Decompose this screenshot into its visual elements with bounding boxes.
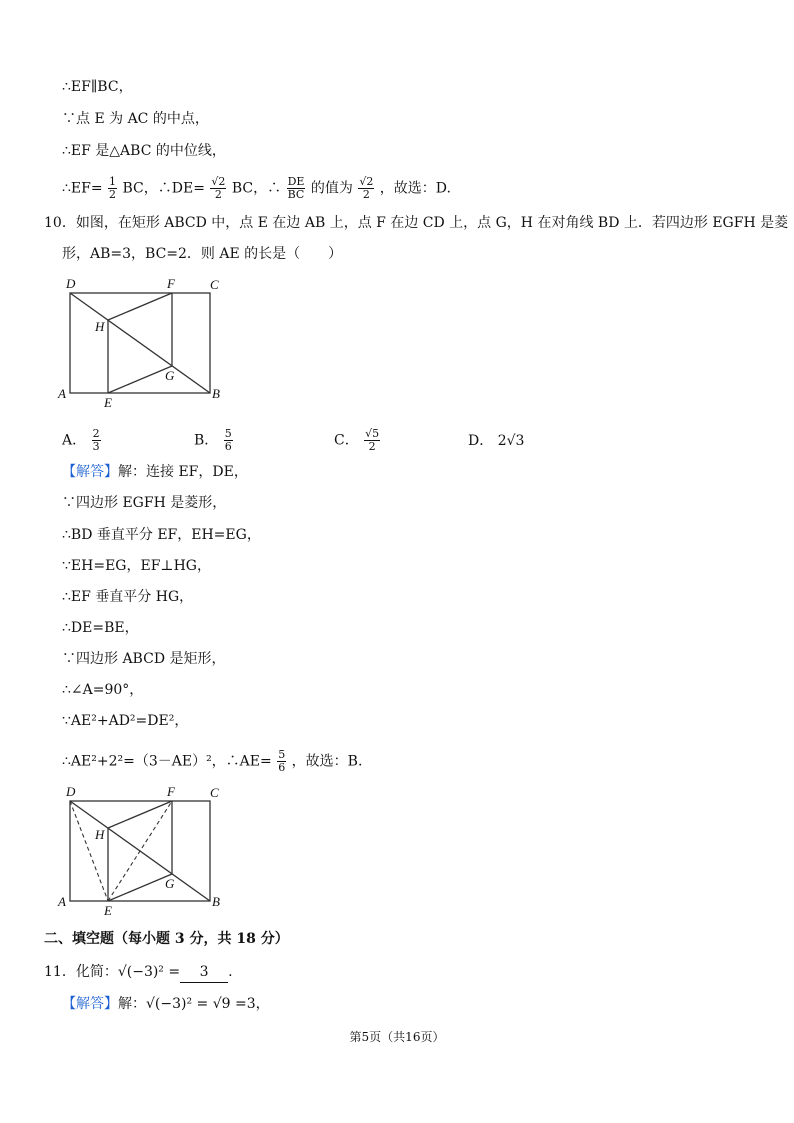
option-c-label: C． <box>334 432 359 449</box>
label-E: E <box>104 395 112 410</box>
q10-figure-2 <box>55 784 235 924</box>
q11-stem <box>44 962 233 983</box>
label-C-2: C <box>210 785 219 800</box>
segment-eg-2 <box>108 874 172 901</box>
segment-hf <box>108 293 172 320</box>
q10-solution-line-10 <box>62 749 362 774</box>
frac-five-sixths: $\frac{5}{6}$ <box>278 748 286 774</box>
q10-solution-line-3: ∴BD 垂直平分 EF，EH=EG， <box>62 527 261 543</box>
prev-line-3: ∴EF 是△ABC 的中位线， <box>62 143 226 159</box>
q11-expr: √(−3)² = <box>117 964 181 980</box>
frac-de-over-bc: $\frac{DE}{BC}$ <box>287 175 305 201</box>
label-F: F <box>167 276 175 291</box>
q10-solution-line-6: ∴DE=BE， <box>62 620 139 636</box>
q10-s10-text-b: ，故选：B. <box>291 753 363 770</box>
prev-l4-text-d: 的值为 <box>310 180 353 197</box>
q11-sol-text: 解：√(−3)² = √9 =3， <box>118 996 270 1012</box>
frac-sqrt2-over-2: $\frac{√2}{2}$ <box>211 175 226 201</box>
q10-solution-line-1 <box>62 462 248 482</box>
option-a-value: $\frac{2}{3}$ <box>92 427 100 453</box>
q10-solution-line-8: ∴∠A=90°， <box>62 682 144 698</box>
prev-l4-text-c: BC，∴ <box>231 180 282 197</box>
prev-line-1: ∴EF∥BC， <box>62 79 133 95</box>
q10-figure-1 <box>55 274 235 414</box>
frac-sqrt2-over-2-b: $\frac{√2}{2}$ <box>359 175 374 201</box>
solution-tag-11: 【解答】 <box>62 996 118 1012</box>
option-b-label: B． <box>194 432 219 449</box>
option-d-value: 2√3 <box>497 433 525 449</box>
option-c[interactable] <box>334 428 381 453</box>
option-c-value: $\frac{√5}{2}$ <box>365 427 380 453</box>
prev-l4-text-b: BC，∴DE= <box>122 180 205 197</box>
q10-stem-line-2: 形，AB=3，BC=2．则 AE 的长是（ ） <box>62 246 343 262</box>
label-C: C <box>210 277 219 292</box>
q10-solution-line-4: ∵EH=EG，EF⊥HG， <box>62 558 211 574</box>
option-b-value: $\frac{5}{6}$ <box>224 427 232 453</box>
option-d[interactable] <box>468 430 524 450</box>
q10-solution-line-2: ∵四边形 EGFH 是菱形， <box>62 495 227 511</box>
label-B-2: B <box>212 894 220 909</box>
q11-answer-blank[interactable]: 3 <box>180 962 228 983</box>
dashed-ef <box>108 801 172 901</box>
label-F-2: F <box>167 784 175 799</box>
segment-hf-2 <box>108 801 172 828</box>
label-H-2: H <box>95 827 105 842</box>
q11-end: . <box>228 964 233 980</box>
label-H: H <box>95 319 105 334</box>
label-D: D <box>66 276 76 291</box>
q10-s1-text: 解：连接 EF，DE， <box>118 464 248 480</box>
q10-stem-line-1: 10．如图，在矩形 ABCD 中，点 E 在边 AB 上，点 F 在边 CD 上，点 G，H 在对角线 BD 上．若四边形 EGFH 是菱 <box>44 215 789 231</box>
diagonal-bd <box>70 293 210 393</box>
segment-eg <box>108 366 172 393</box>
frac-one-half: $\frac{1}{2}$ <box>109 175 117 201</box>
option-a-label: A． <box>62 432 87 449</box>
label-G-2: G <box>165 876 175 891</box>
label-D-2: D <box>66 784 76 799</box>
q10-solution-line-7: ∵四边形 ABCD 是矩形， <box>62 651 226 667</box>
label-A: A <box>58 386 66 401</box>
page-footer: 第5页（共16页） <box>349 1030 445 1044</box>
label-E-2: E <box>104 903 112 918</box>
prev-l4-text-a: ∴EF= <box>62 180 103 197</box>
label-G: G <box>165 368 175 383</box>
option-d-label: D． <box>468 433 494 449</box>
q11-solution <box>62 994 270 1014</box>
prev-l4-text-e: ，故选：D. <box>379 180 451 197</box>
section-heading: 二、填空题（每小题 3 分，共 18 分） <box>44 931 289 947</box>
prev-line-4 <box>62 176 451 201</box>
prev-line-2: ∵点 E 为 AC 的中点， <box>62 111 209 127</box>
option-a[interactable] <box>62 428 102 453</box>
solution-tag: 【解答】 <box>62 464 118 480</box>
q11-prefix: 11．化简： <box>44 964 118 980</box>
label-B: B <box>212 386 220 401</box>
option-b[interactable] <box>194 428 234 453</box>
label-A-2: A <box>58 894 66 909</box>
dashed-de <box>70 801 108 901</box>
q10-solution-line-9: ∵AE²+AD²=DE²， <box>62 713 189 729</box>
q10-s10-text-a: ∴AE²+2²=（3－AE）²，∴AE= <box>62 753 272 770</box>
q10-solution-line-5: ∴EF 垂直平分 HG， <box>62 589 194 605</box>
